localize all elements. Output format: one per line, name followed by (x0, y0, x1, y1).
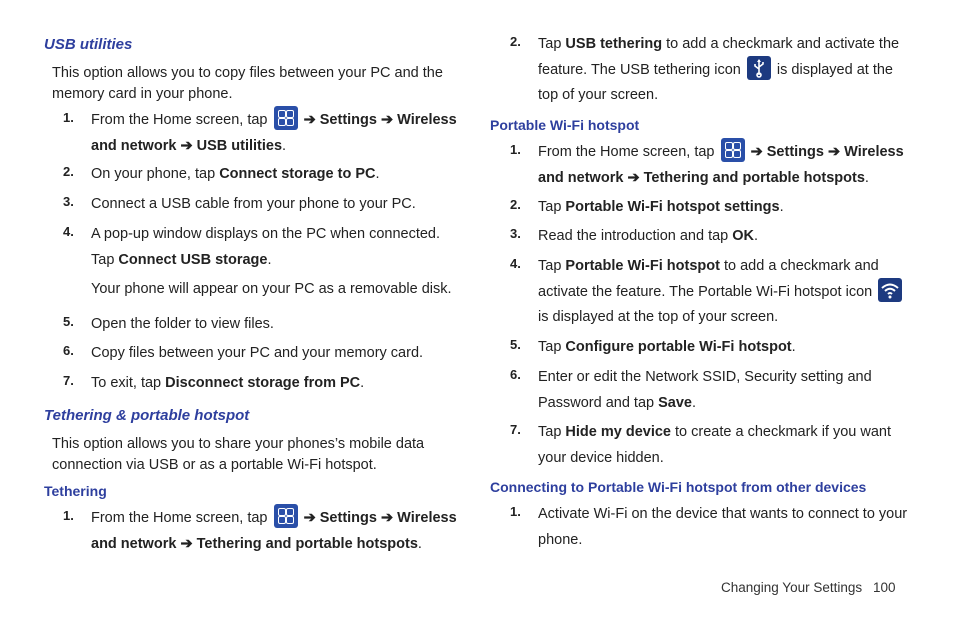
tethering-subheading: Tethering (44, 483, 107, 499)
usb-utilities-heading: USB utilities (44, 36, 133, 53)
footer-page-number: 100 (873, 580, 896, 595)
footer-section-title: Changing Your Settings (721, 580, 863, 595)
apps-grid-icon (274, 504, 298, 528)
usb-tethering-icon (747, 56, 771, 80)
apps-grid-icon (274, 106, 298, 130)
tethering-hotspot-heading: Tethering & portable hotspot (44, 407, 250, 424)
wifi-hotspot-icon (878, 278, 902, 302)
connecting-heading: Connecting to Portable Wi-Fi hotspot from other devices (490, 479, 867, 495)
usb-intro-paragraph: This option allows you to copy files between your PC and the memory card in your phone. (52, 65, 443, 102)
apps-grid-icon (721, 138, 745, 162)
tethering-intro-paragraph: This option allows you to share your phones’s mobile data connection via USB or as a portable Wi-Fi hotspot. (52, 436, 425, 473)
portable-wifi-hotspot-heading: Portable Wi-Fi hotspot (490, 117, 640, 133)
